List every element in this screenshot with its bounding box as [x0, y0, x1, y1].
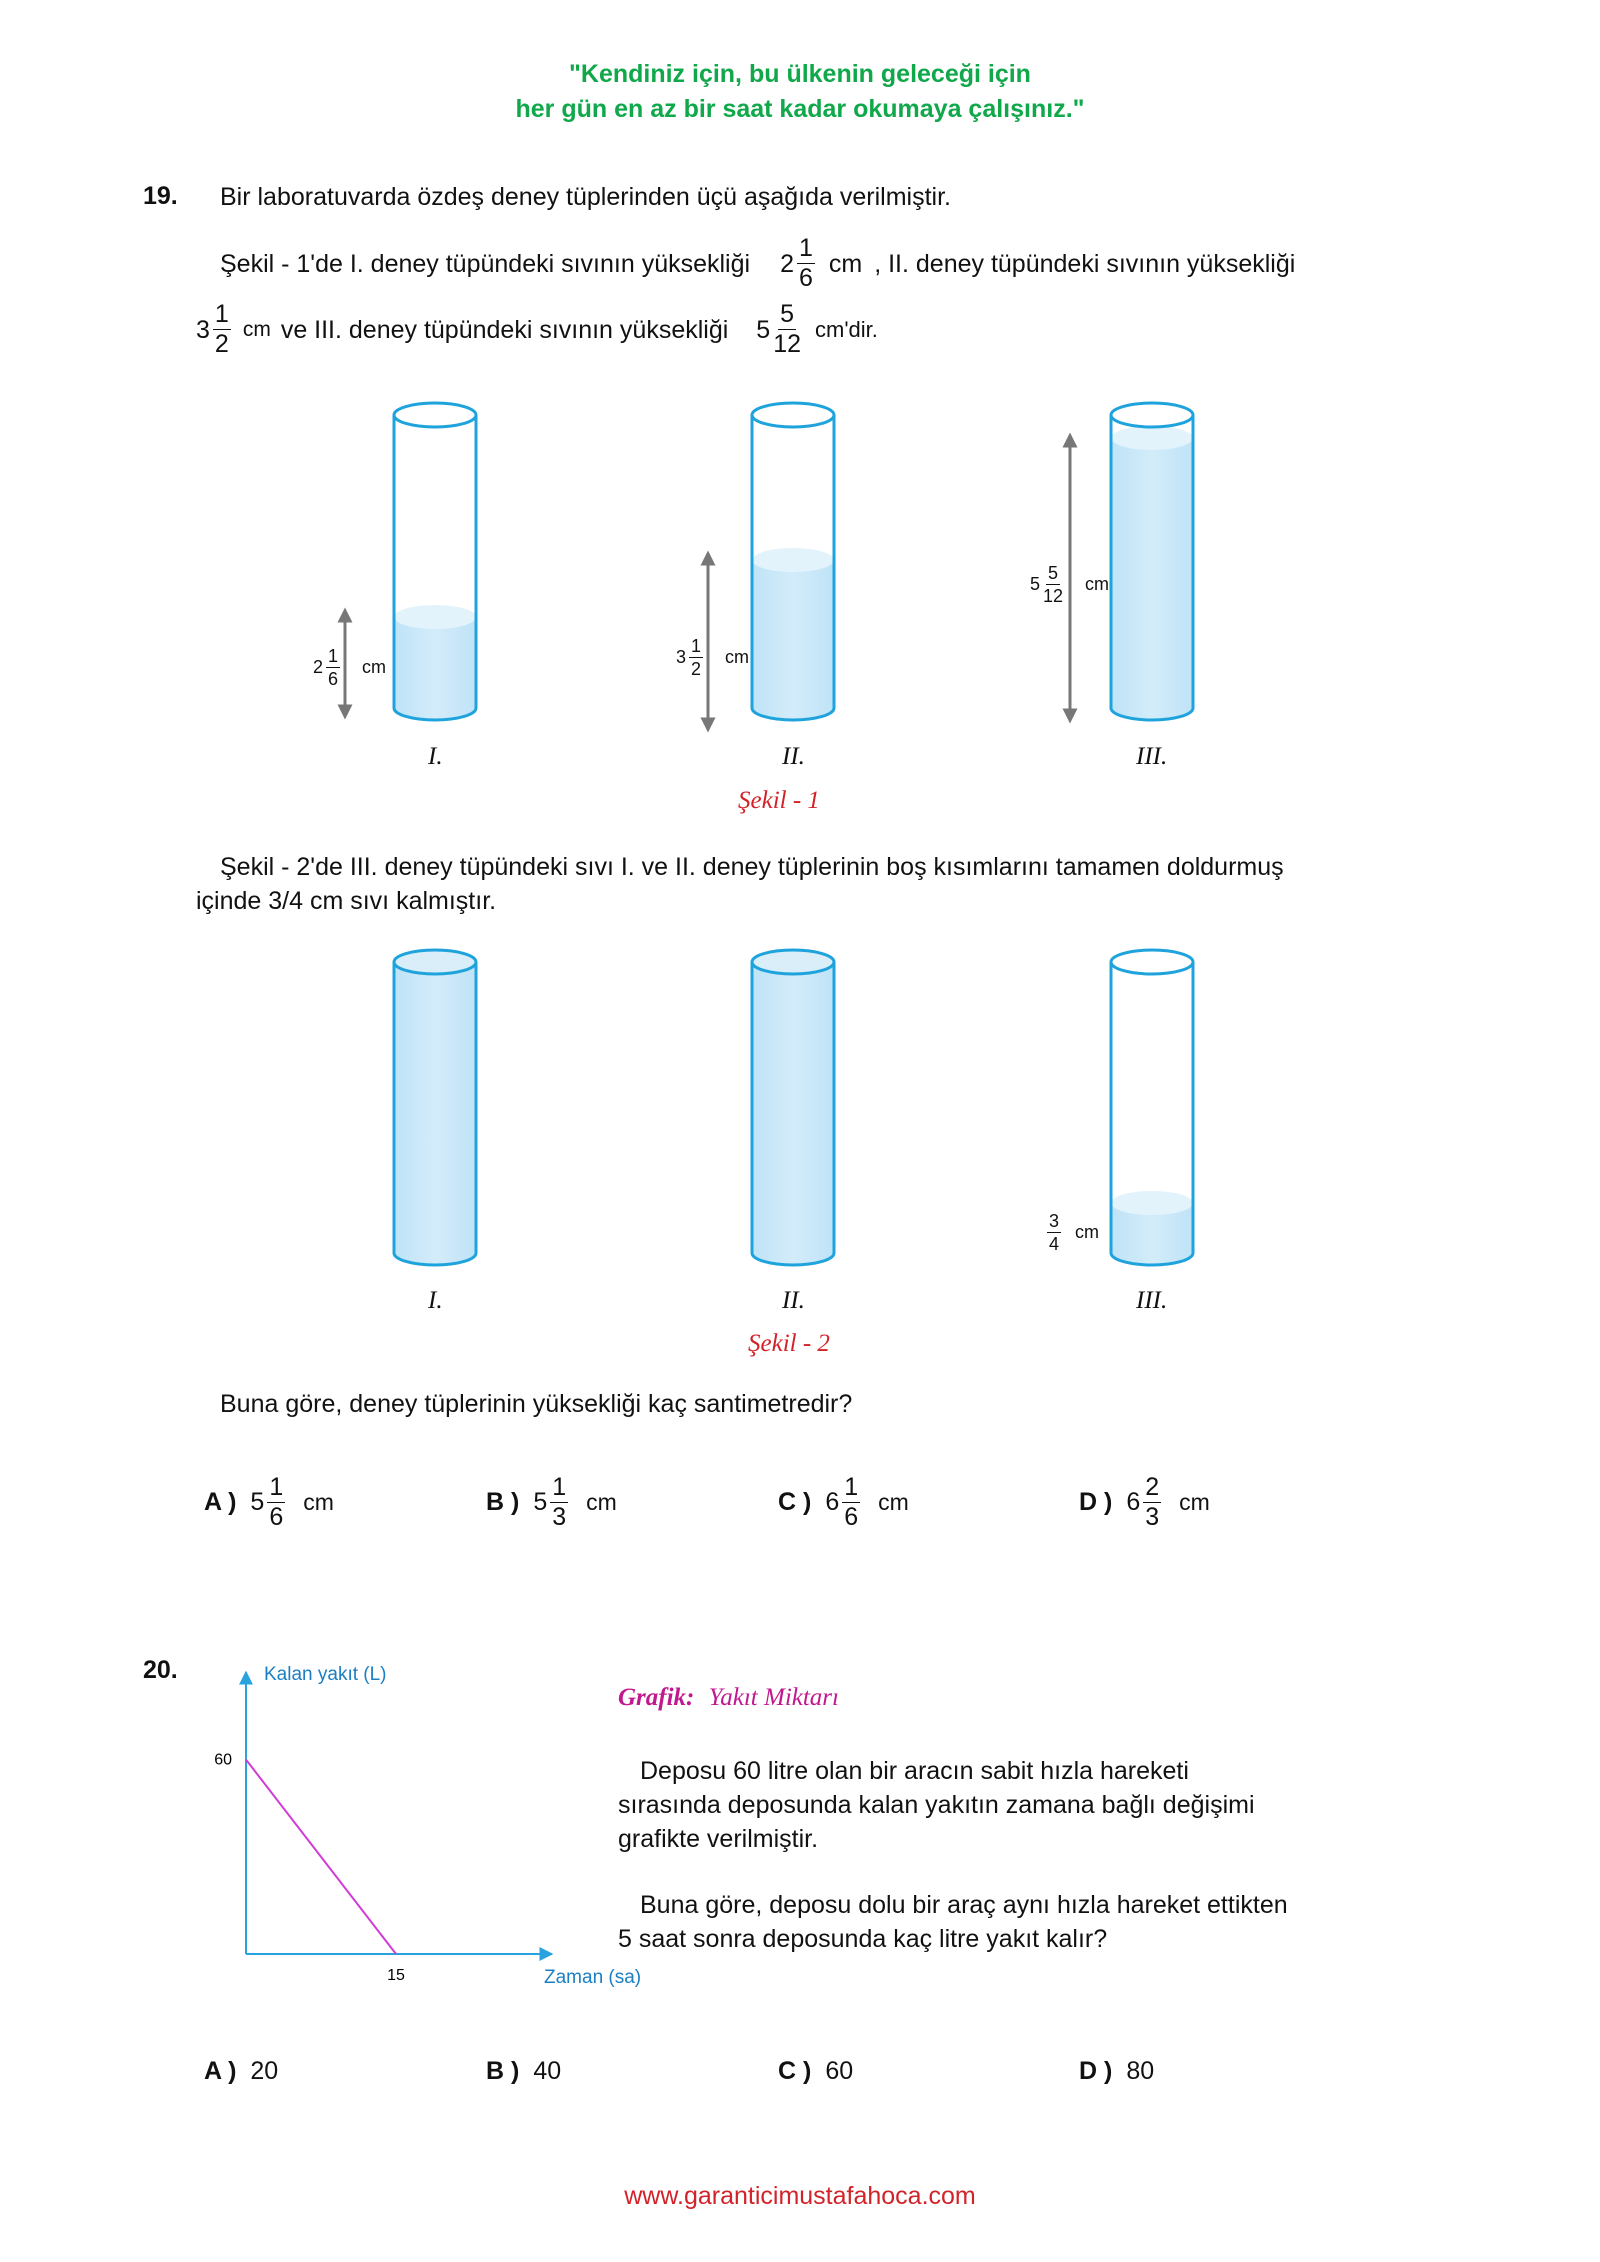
tube-3: [1111, 403, 1193, 720]
paragraph-text: Şekil - 1'de I. deney tüpündeki sıvının yüksekliği: [220, 249, 751, 278]
q20-option-a[interactable]: [204, 2057, 278, 2086]
numerator: 1: [844, 1473, 859, 1501]
denominator: 6: [798, 264, 813, 292]
unit-cm-dir: cm'dir.: [815, 316, 878, 342]
question-20-number: 20.: [143, 1656, 178, 1684]
unit-cm: cm: [362, 657, 387, 677]
option-letter: C ): [778, 1488, 812, 1516]
tube-label-2-1: I.: [428, 1287, 443, 1314]
denominator: 2: [691, 659, 702, 679]
unit-cm: cm: [303, 1489, 334, 1515]
unit-cm: cm: [242, 317, 271, 341]
option-letter: B ): [486, 1488, 520, 1516]
denominator: 3: [552, 1503, 567, 1531]
unit-cm: cm: [828, 249, 863, 278]
whole-part: 3: [676, 647, 687, 667]
tube-label-3: III.: [1136, 743, 1168, 770]
fuel-series-line-0: [246, 1760, 396, 1954]
whole-part: 2: [780, 249, 794, 278]
paragraph-text: , II. deney tüpündeki sıvının yüksekliği: [874, 249, 1296, 278]
question-19-prompt: Buna göre, deney tüplerinin yüksekliği kaç santimetredir?: [220, 1390, 853, 1418]
q20-para1-line2: sırasında deposunda kalan yakıtın zamana bağlı değişimi: [618, 1791, 1255, 1819]
denominator: 3: [1145, 1503, 1160, 1531]
numerator: 3: [1049, 1211, 1060, 1231]
tube-label-2-3: III.: [1136, 1287, 1168, 1314]
numerator: 1: [214, 300, 229, 328]
height-label-3: [1030, 564, 1109, 605]
option-c[interactable]: [778, 1475, 909, 1530]
numerator: 1: [269, 1473, 284, 1501]
numerator: 2: [1145, 1473, 1160, 1501]
y-tick-label-0: 60: [214, 1751, 232, 1769]
whole-part: 6: [825, 1488, 840, 1516]
numerator: 1: [691, 636, 702, 656]
whole-part: 5: [533, 1488, 548, 1516]
tube-2-1: [394, 950, 476, 1265]
y-axis-label: Kalan yakıt (L): [264, 1664, 387, 1685]
option-value: 60: [825, 2057, 854, 2085]
q20-option-c[interactable]: [778, 2057, 853, 2086]
graph-title-text: Yakıt Miktarı: [708, 1684, 839, 1711]
tube-2-2: [752, 950, 834, 1265]
x-axis-label: Zaman (sa): [544, 1967, 642, 1988]
x-tick-label-0: 15: [387, 1967, 405, 1984]
motto-line-2: her gün en az bir saat kadar okumaya çalışınız.": [515, 95, 1085, 123]
q20-para1-line1: Deposu 60 litre olan bir aracın sabit hızla hareketi: [640, 1757, 1189, 1785]
graph-title: [618, 1684, 839, 1712]
tube-1: [394, 403, 476, 720]
q20-para2-line2: 5 saat sonra deposunda kaç litre yakıt kalır?: [618, 1925, 1108, 1953]
unit-cm: cm: [1075, 1222, 1100, 1242]
unit-cm: cm: [725, 647, 750, 667]
question-19-paragraph-2-line-1: Şekil - 2'de III. deney tüpündeki sıvı I. ve II. deney tüplerinin boş kısımlarını tamamen doldurmuş: [220, 853, 1284, 881]
numerator: 5: [1048, 563, 1059, 583]
unit-cm: cm: [1085, 574, 1110, 594]
q20-para1-line3: grafikte verilmiştir.: [618, 1825, 819, 1853]
option-a[interactable]: [204, 1475, 334, 1530]
figure-1-caption: Şekil - 1: [738, 787, 820, 814]
unit-cm: cm: [1179, 1489, 1210, 1515]
denominator: 6: [328, 669, 339, 689]
denominator: 6: [269, 1503, 284, 1531]
denominator: 4: [1049, 1234, 1060, 1254]
option-d[interactable]: [1079, 1475, 1210, 1530]
option-letter: A ): [204, 2057, 237, 2085]
footer-website-link[interactable]: www.garanticimustafahoca.com: [624, 2182, 976, 2210]
whole-part: 5: [250, 1488, 265, 1516]
tube-label-1: I.: [428, 743, 443, 770]
whole-part: 5: [1030, 574, 1041, 594]
whole-part: 3: [196, 315, 210, 344]
option-value: 40: [533, 2057, 562, 2085]
numerator: 5: [780, 300, 795, 328]
motto-line-1: "Kendiniz için, bu ülkenin geleceği için: [569, 60, 1031, 88]
fuel-chart: [200, 1650, 680, 1990]
question-19-paragraph-2-line-2: içinde 3/4 cm sıvı kalmıştır.: [196, 887, 497, 915]
tube-label-2-2: II.: [782, 1287, 805, 1314]
rest-height-label: [1047, 1212, 1099, 1253]
denominator: 6: [844, 1503, 859, 1531]
paragraph-text: ve III. deney tüpündeki sıvının yüksekliği: [280, 315, 729, 344]
denominator: 12: [1043, 586, 1064, 606]
denominator: 2: [214, 330, 229, 358]
q20-option-b[interactable]: [486, 2057, 561, 2086]
height-label-1: [313, 647, 386, 688]
whole-part: 2: [313, 657, 324, 677]
option-letter: C ): [778, 2057, 812, 2085]
denominator: 12: [773, 330, 802, 358]
question-19-intro: Bir laboratuvarda özdeş deney tüplerinden üçü aşağıda verilmiştir.: [220, 183, 951, 211]
option-b[interactable]: [486, 1475, 617, 1530]
tube-2-3: [1111, 950, 1193, 1265]
unit-cm: cm: [586, 1489, 617, 1515]
option-value: 20: [250, 2057, 279, 2085]
whole-part: 6: [1126, 1488, 1141, 1516]
tube-label-2: II.: [782, 743, 805, 770]
option-value: 80: [1126, 2057, 1155, 2085]
height-label-2: [676, 637, 749, 678]
option-letter: D ): [1079, 1488, 1113, 1516]
graph-title-bold: Grafik:: [618, 1684, 695, 1711]
unit-cm: cm: [878, 1489, 909, 1515]
tube-2: [752, 403, 834, 720]
numerator: 1: [552, 1473, 567, 1501]
option-letter: B ): [486, 2057, 520, 2085]
option-letter: D ): [1079, 2057, 1113, 2085]
question-19-number: 19.: [143, 182, 178, 210]
numerator: 1: [798, 234, 813, 262]
q20-option-d[interactable]: [1079, 2057, 1154, 2086]
numerator: 1: [328, 646, 339, 666]
q20-para2-line1: Buna göre, deposu dolu bir araç aynı hızla hareket ettikten: [640, 1891, 1288, 1919]
whole-part: 5: [756, 315, 771, 344]
figure-2-caption: Şekil - 2: [748, 1330, 830, 1357]
option-letter: A ): [204, 1488, 237, 1516]
